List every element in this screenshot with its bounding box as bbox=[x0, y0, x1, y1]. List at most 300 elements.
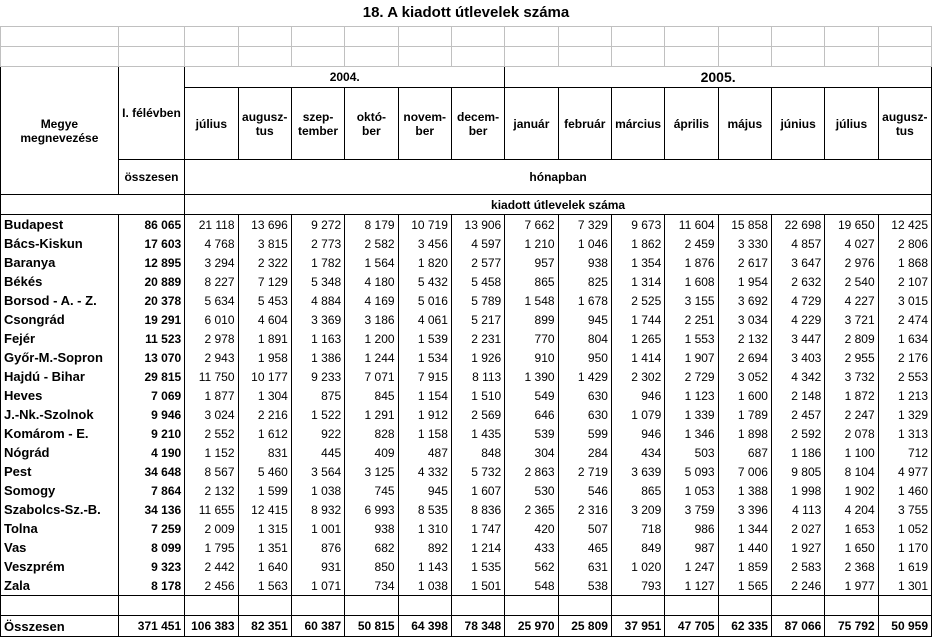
county-name: Szabolcs-Sz.-B. bbox=[1, 500, 119, 519]
monthly-count: 1 782 bbox=[291, 253, 344, 272]
table-row bbox=[1, 424, 932, 443]
half-year-total: 9 210 bbox=[118, 424, 184, 443]
monthly-count: 19 650 bbox=[825, 215, 878, 235]
monthly-count: 2 582 bbox=[345, 234, 398, 253]
monthly-count: 1 650 bbox=[825, 538, 878, 557]
month-header: március bbox=[611, 88, 664, 160]
total-monthly: 47 705 bbox=[665, 616, 718, 637]
monthly-count: 7 915 bbox=[398, 367, 451, 386]
total-monthly: 37 951 bbox=[611, 616, 664, 637]
monthly-count: 304 bbox=[505, 443, 558, 462]
monthly-count: 2 719 bbox=[558, 462, 611, 481]
total-monthly: 64 398 bbox=[398, 616, 451, 637]
monthly-count: 2 246 bbox=[771, 576, 824, 596]
monthly-count: 2 132 bbox=[718, 329, 771, 348]
monthly-count: 2 474 bbox=[878, 310, 931, 329]
passport-table bbox=[0, 26, 932, 637]
county-name: Budapest bbox=[1, 215, 119, 235]
monthly-count: 1 912 bbox=[398, 405, 451, 424]
monthly-count: 1 244 bbox=[345, 348, 398, 367]
monthly-count: 1 744 bbox=[611, 310, 664, 329]
monthly-count: 4 180 bbox=[345, 272, 398, 291]
monthly-count: 1 460 bbox=[878, 481, 931, 500]
total-monthly: 25 970 bbox=[505, 616, 558, 637]
monthly-count: 4 061 bbox=[398, 310, 451, 329]
monthly-count: 1 344 bbox=[718, 519, 771, 538]
monthly-count: 2 525 bbox=[611, 291, 664, 310]
year-2004-header: 2004. bbox=[185, 67, 505, 88]
monthly-count: 631 bbox=[558, 557, 611, 576]
month-header: augusz-tus bbox=[878, 88, 931, 160]
monthly-count: 1 038 bbox=[291, 481, 344, 500]
table-row bbox=[1, 500, 932, 519]
table-row bbox=[1, 386, 932, 405]
monthly-count: 865 bbox=[611, 481, 664, 500]
county-name: Baranya bbox=[1, 253, 119, 272]
monthly-count: 1 640 bbox=[238, 557, 291, 576]
monthly-count: 507 bbox=[558, 519, 611, 538]
monthly-count: 1 608 bbox=[665, 272, 718, 291]
monthly-count: 1 440 bbox=[718, 538, 771, 557]
table-row bbox=[1, 367, 932, 386]
table-row bbox=[1, 234, 932, 253]
monthly-count: 1 351 bbox=[238, 538, 291, 557]
half-year-total: 20 378 bbox=[118, 291, 184, 310]
monthly-count: 3 330 bbox=[718, 234, 771, 253]
monthly-count: 7 662 bbox=[505, 215, 558, 235]
total-monthly: 62 335 bbox=[718, 616, 771, 637]
monthly-count: 5 348 bbox=[291, 272, 344, 291]
monthly-count: 1 877 bbox=[185, 386, 238, 405]
half-year-total: 86 065 bbox=[118, 215, 184, 235]
total-monthly: 106 383 bbox=[185, 616, 238, 637]
month-header: január bbox=[505, 88, 558, 160]
monthly-count: 1 390 bbox=[505, 367, 558, 386]
monthly-count: 2 316 bbox=[558, 500, 611, 519]
monthly-count: 6 010 bbox=[185, 310, 238, 329]
monthly-count: 1 501 bbox=[451, 576, 504, 596]
monthly-count: 804 bbox=[558, 329, 611, 348]
monthly-count: 3 759 bbox=[665, 500, 718, 519]
monthly-count: 828 bbox=[345, 424, 398, 443]
monthly-count: 1 599 bbox=[238, 481, 291, 500]
monthly-count: 1 291 bbox=[345, 405, 398, 424]
monthly-count: 2 577 bbox=[451, 253, 504, 272]
county-name: Zala bbox=[1, 576, 119, 596]
monthly-count: 4 857 bbox=[771, 234, 824, 253]
monthly-count: 599 bbox=[558, 424, 611, 443]
monthly-count: 3 396 bbox=[718, 500, 771, 519]
half-year-total: 7 069 bbox=[118, 386, 184, 405]
county-name: Fejér bbox=[1, 329, 119, 348]
month-header: április bbox=[665, 88, 718, 160]
monthly-count: 1 313 bbox=[878, 424, 931, 443]
monthly-count: 5 460 bbox=[238, 462, 291, 481]
monthly-count: 12 425 bbox=[878, 215, 931, 235]
monthly-count: 12 415 bbox=[238, 500, 291, 519]
county-name: Vas bbox=[1, 538, 119, 557]
monthly-count: 1 386 bbox=[291, 348, 344, 367]
monthly-count: 546 bbox=[558, 481, 611, 500]
county-name: Bács-Kiskun bbox=[1, 234, 119, 253]
monthly-count: 433 bbox=[505, 538, 558, 557]
monthly-count: 5 634 bbox=[185, 291, 238, 310]
monthly-count: 10 177 bbox=[238, 367, 291, 386]
monthly-count: 1 152 bbox=[185, 443, 238, 462]
monthly-count: 5 093 bbox=[665, 462, 718, 481]
empty-row bbox=[1, 47, 932, 67]
monthly-count: 7 071 bbox=[345, 367, 398, 386]
monthly-count: 1 907 bbox=[665, 348, 718, 367]
monthly-count: 1 170 bbox=[878, 538, 931, 557]
monthly-count: 9 673 bbox=[611, 215, 664, 235]
monthly-count: 2 027 bbox=[771, 519, 824, 538]
monthly-count: 9 233 bbox=[291, 367, 344, 386]
monthly-count: 6 993 bbox=[345, 500, 398, 519]
total-monthly: 75 792 bbox=[825, 616, 878, 637]
monthly-count: 1 998 bbox=[771, 481, 824, 500]
county-header: Megye megnevezése bbox=[1, 67, 119, 195]
monthly-count: 3 721 bbox=[825, 310, 878, 329]
total-monthly: 25 809 bbox=[558, 616, 611, 637]
monthly-count: 2 552 bbox=[185, 424, 238, 443]
monthly-count: 1 315 bbox=[238, 519, 291, 538]
monthly-count: 9 272 bbox=[291, 215, 344, 235]
monthly-count: 549 bbox=[505, 386, 558, 405]
monthly-count: 13 906 bbox=[451, 215, 504, 235]
monthly-count: 2 592 bbox=[771, 424, 824, 443]
table-row bbox=[1, 443, 932, 462]
monthly-count: 1 001 bbox=[291, 519, 344, 538]
monthly-count: 4 342 bbox=[771, 367, 824, 386]
monthly-count: 2 009 bbox=[185, 519, 238, 538]
monthly-count: 2 978 bbox=[185, 329, 238, 348]
half-year-total: 7 864 bbox=[118, 481, 184, 500]
half-year-total: 4 190 bbox=[118, 443, 184, 462]
monthly-count: 8 113 bbox=[451, 367, 504, 386]
half-year-sub-header: összesen bbox=[118, 160, 184, 195]
total-monthly: 50 959 bbox=[878, 616, 931, 637]
monthly-count: 3 732 bbox=[825, 367, 878, 386]
monthly-count: 718 bbox=[611, 519, 664, 538]
monthly-count: 1 301 bbox=[878, 576, 931, 596]
half-year-total: 34 136 bbox=[118, 500, 184, 519]
table-row bbox=[1, 215, 932, 235]
monthly-count: 945 bbox=[398, 481, 451, 500]
monthly-count: 950 bbox=[558, 348, 611, 367]
county-name: Heves bbox=[1, 386, 119, 405]
monthly-count: 1 535 bbox=[451, 557, 504, 576]
monthly-count: 562 bbox=[505, 557, 558, 576]
monthly-count: 986 bbox=[665, 519, 718, 538]
monthly-count: 987 bbox=[665, 538, 718, 557]
half-year-header: I. félévben bbox=[118, 67, 184, 160]
monthly-count: 3 024 bbox=[185, 405, 238, 424]
monthly-count: 5 732 bbox=[451, 462, 504, 481]
monthly-count: 1 789 bbox=[718, 405, 771, 424]
monthly-count: 4 884 bbox=[291, 291, 344, 310]
monthly-count: 1 862 bbox=[611, 234, 664, 253]
monthly-count: 1 548 bbox=[505, 291, 558, 310]
monthly-count: 5 432 bbox=[398, 272, 451, 291]
monthly-count: 1 429 bbox=[558, 367, 611, 386]
caption-header: kiadott útlevelek száma bbox=[185, 195, 932, 215]
month-header: augusz-tus bbox=[238, 88, 291, 160]
monthly-count: 2 943 bbox=[185, 348, 238, 367]
table-title: 18. A kiadott útlevelek száma bbox=[362, 4, 570, 21]
monthly-count: 3 015 bbox=[878, 291, 931, 310]
month-header: július bbox=[825, 88, 878, 160]
monthly-count: 8 836 bbox=[451, 500, 504, 519]
monthly-count: 1 388 bbox=[718, 481, 771, 500]
month-header: novem-ber bbox=[398, 88, 451, 160]
monthly-count: 4 169 bbox=[345, 291, 398, 310]
monthly-count: 8 227 bbox=[185, 272, 238, 291]
monthly-count: 2 773 bbox=[291, 234, 344, 253]
monthly-count: 5 789 bbox=[451, 291, 504, 310]
county-name: Győr-M.-Sopron bbox=[1, 348, 119, 367]
table-row bbox=[1, 405, 932, 424]
monthly-count: 957 bbox=[505, 253, 558, 272]
monthly-count: 1 079 bbox=[611, 405, 664, 424]
monthly-count: 15 858 bbox=[718, 215, 771, 235]
monthly-count: 11 604 bbox=[665, 215, 718, 235]
monthly-count: 2 457 bbox=[771, 405, 824, 424]
monthly-count: 1 872 bbox=[825, 386, 878, 405]
monthly-count: 1 143 bbox=[398, 557, 451, 576]
monthly-count: 4 113 bbox=[771, 500, 824, 519]
monthly-count: 2 231 bbox=[451, 329, 504, 348]
monthly-count: 1 534 bbox=[398, 348, 451, 367]
monthly-count: 1 163 bbox=[291, 329, 344, 348]
empty-row bbox=[1, 27, 932, 47]
monthly-count: 1 795 bbox=[185, 538, 238, 557]
monthly-count: 3 155 bbox=[665, 291, 718, 310]
monthly-count: 1 071 bbox=[291, 576, 344, 596]
table-row bbox=[1, 272, 932, 291]
unit-header: hónapban bbox=[185, 160, 932, 195]
month-header: szep-tember bbox=[291, 88, 344, 160]
monthly-count: 630 bbox=[558, 386, 611, 405]
monthly-count: 3 456 bbox=[398, 234, 451, 253]
total-row bbox=[1, 616, 932, 637]
monthly-count: 2 322 bbox=[238, 253, 291, 272]
monthly-count: 538 bbox=[558, 576, 611, 596]
county-name: Nógrád bbox=[1, 443, 119, 462]
monthly-count: 1 339 bbox=[665, 405, 718, 424]
monthly-count: 1 564 bbox=[345, 253, 398, 272]
table-row bbox=[1, 348, 932, 367]
county-name: Komárom - E. bbox=[1, 424, 119, 443]
monthly-count: 434 bbox=[611, 443, 664, 462]
monthly-count: 3 647 bbox=[771, 253, 824, 272]
monthly-count: 910 bbox=[505, 348, 558, 367]
month-header: októ-ber bbox=[345, 88, 398, 160]
half-year-total: 8 099 bbox=[118, 538, 184, 557]
table-row bbox=[1, 538, 932, 557]
monthly-count: 2 632 bbox=[771, 272, 824, 291]
county-name: Somogy bbox=[1, 481, 119, 500]
monthly-count: 1 954 bbox=[718, 272, 771, 291]
monthly-count: 1 600 bbox=[718, 386, 771, 405]
half-year-total: 8 178 bbox=[118, 576, 184, 596]
monthly-count: 4 027 bbox=[825, 234, 878, 253]
monthly-count: 938 bbox=[345, 519, 398, 538]
half-year-total: 19 291 bbox=[118, 310, 184, 329]
monthly-count: 4 332 bbox=[398, 462, 451, 481]
table-row bbox=[1, 557, 932, 576]
total-label: Összesen bbox=[1, 616, 119, 637]
monthly-count: 2 132 bbox=[185, 481, 238, 500]
monthly-count: 1 265 bbox=[611, 329, 664, 348]
monthly-count: 2 148 bbox=[771, 386, 824, 405]
monthly-count: 4 597 bbox=[451, 234, 504, 253]
monthly-count: 4 977 bbox=[878, 462, 931, 481]
monthly-count: 2 442 bbox=[185, 557, 238, 576]
monthly-count: 946 bbox=[611, 386, 664, 405]
monthly-count: 687 bbox=[718, 443, 771, 462]
county-name: Veszprém bbox=[1, 557, 119, 576]
half-year-total: 11 523 bbox=[118, 329, 184, 348]
month-header: decem-ber bbox=[451, 88, 504, 160]
monthly-count: 8 104 bbox=[825, 462, 878, 481]
monthly-count: 2 176 bbox=[878, 348, 931, 367]
table-row bbox=[1, 576, 932, 596]
monthly-count: 487 bbox=[398, 443, 451, 462]
monthly-count: 1 214 bbox=[451, 538, 504, 557]
month-header: június bbox=[771, 88, 824, 160]
half-year-total: 9 946 bbox=[118, 405, 184, 424]
monthly-count: 1 053 bbox=[665, 481, 718, 500]
monthly-count: 5 217 bbox=[451, 310, 504, 329]
monthly-count: 3 125 bbox=[345, 462, 398, 481]
blank-row bbox=[1, 596, 932, 616]
monthly-count: 1 210 bbox=[505, 234, 558, 253]
table-row bbox=[1, 291, 932, 310]
monthly-count: 445 bbox=[291, 443, 344, 462]
year-2005-header: 2005. bbox=[505, 67, 932, 88]
half-year-total: 9 323 bbox=[118, 557, 184, 576]
monthly-count: 2 540 bbox=[825, 272, 878, 291]
monthly-count: 3 209 bbox=[611, 500, 664, 519]
monthly-count: 1 563 bbox=[238, 576, 291, 596]
monthly-count: 2 729 bbox=[665, 367, 718, 386]
monthly-count: 2 078 bbox=[825, 424, 878, 443]
monthly-count: 734 bbox=[345, 576, 398, 596]
monthly-count: 13 696 bbox=[238, 215, 291, 235]
monthly-count: 1 038 bbox=[398, 576, 451, 596]
monthly-count: 865 bbox=[505, 272, 558, 291]
county-name: Hajdú - Bihar bbox=[1, 367, 119, 386]
monthly-count: 2 368 bbox=[825, 557, 878, 576]
monthly-count: 646 bbox=[505, 405, 558, 424]
total-monthly: 60 387 bbox=[291, 616, 344, 637]
monthly-count: 3 447 bbox=[771, 329, 824, 348]
monthly-count: 845 bbox=[345, 386, 398, 405]
monthly-count: 3 692 bbox=[718, 291, 771, 310]
monthly-count: 420 bbox=[505, 519, 558, 538]
monthly-count: 1 898 bbox=[718, 424, 771, 443]
half-year-total: 20 889 bbox=[118, 272, 184, 291]
monthly-count: 2 456 bbox=[185, 576, 238, 596]
table-row bbox=[1, 253, 932, 272]
monthly-count: 875 bbox=[291, 386, 344, 405]
monthly-count: 5 458 bbox=[451, 272, 504, 291]
monthly-count: 11 750 bbox=[185, 367, 238, 386]
monthly-count: 4 604 bbox=[238, 310, 291, 329]
monthly-count: 7 006 bbox=[718, 462, 771, 481]
total-monthly: 87 066 bbox=[771, 616, 824, 637]
monthly-count: 22 698 bbox=[771, 215, 824, 235]
monthly-count: 831 bbox=[238, 443, 291, 462]
table-row bbox=[1, 462, 932, 481]
monthly-count: 1 123 bbox=[665, 386, 718, 405]
monthly-count: 5 453 bbox=[238, 291, 291, 310]
monthly-count: 825 bbox=[558, 272, 611, 291]
monthly-count: 2 569 bbox=[451, 405, 504, 424]
month-header: február bbox=[558, 88, 611, 160]
monthly-count: 2 583 bbox=[771, 557, 824, 576]
total-monthly: 78 348 bbox=[451, 616, 504, 637]
monthly-count: 7 329 bbox=[558, 215, 611, 235]
total-half-year: 371 451 bbox=[118, 616, 184, 637]
half-year-total: 29 815 bbox=[118, 367, 184, 386]
monthly-count: 2 806 bbox=[878, 234, 931, 253]
monthly-count: 1 435 bbox=[451, 424, 504, 443]
monthly-count: 2 302 bbox=[611, 367, 664, 386]
half-year-total: 12 895 bbox=[118, 253, 184, 272]
monthly-count: 1 891 bbox=[238, 329, 291, 348]
county-name: Borsod - A. - Z. bbox=[1, 291, 119, 310]
monthly-count: 1 310 bbox=[398, 519, 451, 538]
monthly-count: 530 bbox=[505, 481, 558, 500]
table-row bbox=[1, 481, 932, 500]
total-monthly: 50 815 bbox=[345, 616, 398, 637]
monthly-count: 21 118 bbox=[185, 215, 238, 235]
half-year-total: 17 603 bbox=[118, 234, 184, 253]
monthly-count: 1 186 bbox=[771, 443, 824, 462]
monthly-count: 850 bbox=[345, 557, 398, 576]
monthly-count: 3 755 bbox=[878, 500, 931, 519]
monthly-count: 1 200 bbox=[345, 329, 398, 348]
monthly-count: 3 403 bbox=[771, 348, 824, 367]
monthly-count: 3 052 bbox=[718, 367, 771, 386]
monthly-count: 946 bbox=[611, 424, 664, 443]
monthly-count: 1 247 bbox=[665, 557, 718, 576]
monthly-count: 745 bbox=[345, 481, 398, 500]
monthly-count: 682 bbox=[345, 538, 398, 557]
monthly-count: 2 251 bbox=[665, 310, 718, 329]
monthly-count: 1 927 bbox=[771, 538, 824, 557]
monthly-count: 945 bbox=[558, 310, 611, 329]
monthly-count: 7 129 bbox=[238, 272, 291, 291]
monthly-count: 11 655 bbox=[185, 500, 238, 519]
monthly-count: 1 868 bbox=[878, 253, 931, 272]
monthly-count: 1 354 bbox=[611, 253, 664, 272]
monthly-count: 3 186 bbox=[345, 310, 398, 329]
monthly-count: 1 859 bbox=[718, 557, 771, 576]
monthly-count: 2 365 bbox=[505, 500, 558, 519]
county-name: Pest bbox=[1, 462, 119, 481]
monthly-count: 1 052 bbox=[878, 519, 931, 538]
monthly-count: 1 607 bbox=[451, 481, 504, 500]
monthly-count: 1 510 bbox=[451, 386, 504, 405]
half-year-total: 13 070 bbox=[118, 348, 184, 367]
monthly-count: 4 729 bbox=[771, 291, 824, 310]
monthly-count: 9 805 bbox=[771, 462, 824, 481]
monthly-count: 1 046 bbox=[558, 234, 611, 253]
monthly-count: 548 bbox=[505, 576, 558, 596]
